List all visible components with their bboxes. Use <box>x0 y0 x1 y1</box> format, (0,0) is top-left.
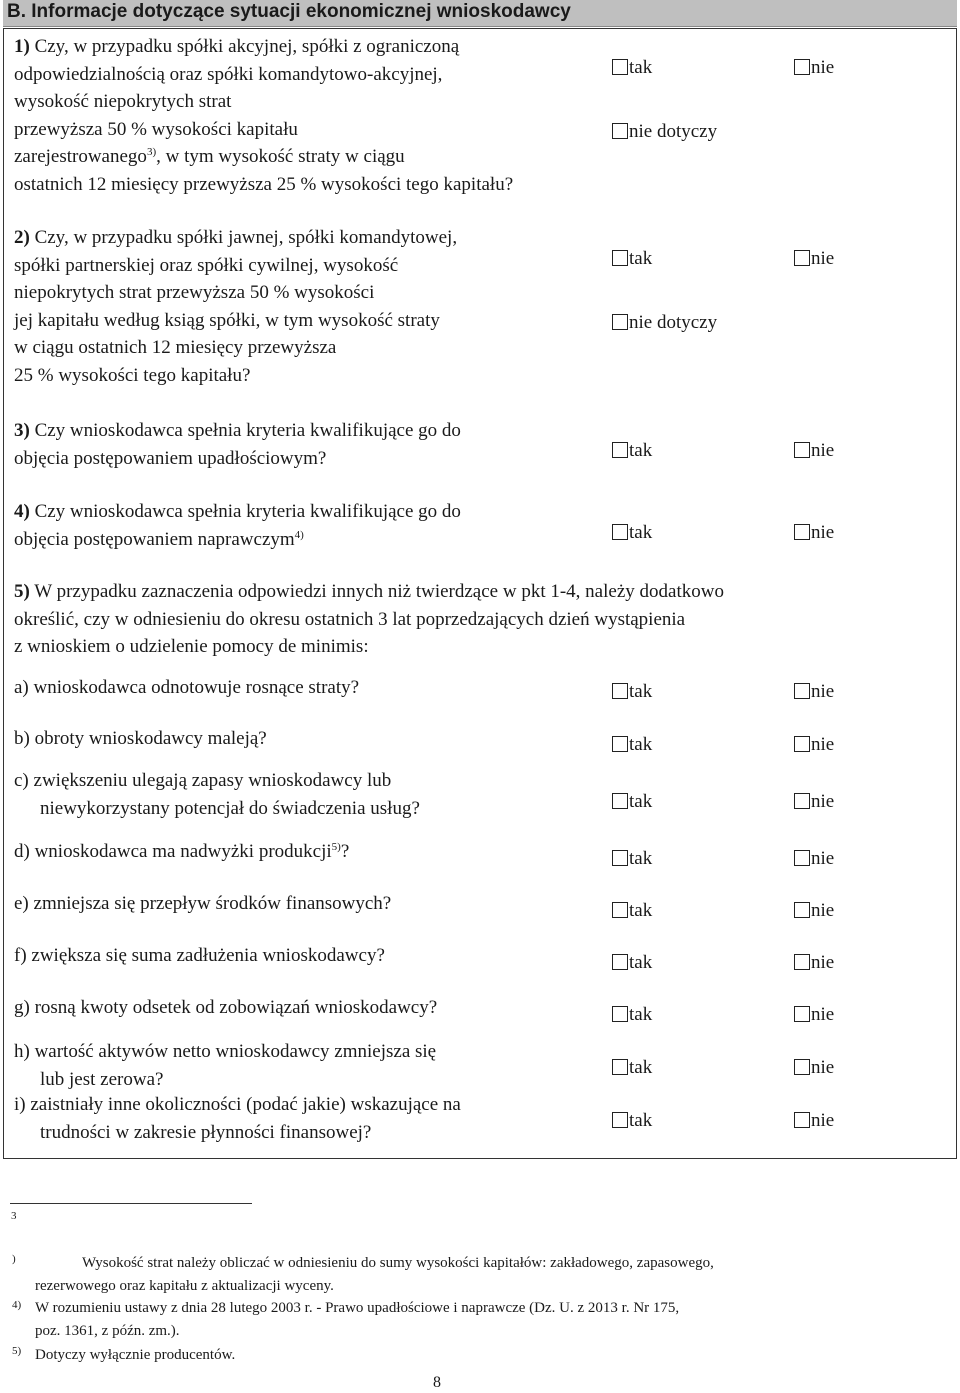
q3-nie-option[interactable]: nie <box>794 440 834 462</box>
footnote-4-mark: 4) <box>12 1299 22 1311</box>
sub-question-c: c) zwiększeniu ulegają zapasy wnioskodawcy lub niewykorzystany potencjał do świadczenia usług? <box>14 770 420 819</box>
q2-nie-dotyczy-checkbox[interactable] <box>612 314 628 330</box>
footnote-3-line-1: Wysokość strat należy obliczać w odniesieniu do sumy wysokości kapitałów: zakładowego, zapasowego, <box>82 1255 714 1271</box>
sub-question-b: b) obroty wnioskodawcy maleją? <box>14 728 267 749</box>
qa-nie-checkbox[interactable] <box>794 683 810 699</box>
qb-nie-checkbox[interactable] <box>794 736 810 752</box>
qf-tak-checkbox[interactable] <box>612 954 628 970</box>
q1-nie-checkbox[interactable] <box>794 59 810 75</box>
qh-nie-checkbox[interactable] <box>794 1059 810 1075</box>
q1-nie-option[interactable]: nie <box>794 57 834 79</box>
section-title: B. Informacje dotyczące sytuacji ekonomicznej wnioskodawcy <box>7 1 571 22</box>
question-4-text: 4) Czy wnioskodawca spełnia kryteria kwalifikujące go do objęcia postępowaniem naprawczym$^{4)}$ <box>14 501 461 550</box>
qe-tak-checkbox[interactable] <box>612 902 628 918</box>
q2-tak-checkbox[interactable] <box>612 250 628 266</box>
q4-tak-checkbox[interactable] <box>612 524 628 540</box>
footnote-3-number: 3 <box>11 1210 17 1222</box>
qd-nie-checkbox[interactable] <box>794 850 810 866</box>
qe-nie-checkbox[interactable] <box>794 902 810 918</box>
question-3-text: 3) Czy wnioskodawca spełnia kryteria kwalifikujące go do objęcia postępowaniem upadłościowym? <box>14 420 461 469</box>
qg-tak-option[interactable]: tak <box>612 1004 652 1026</box>
qb-tak-option[interactable]: tak <box>612 734 652 756</box>
qe-tak-option[interactable]: tak <box>612 900 652 922</box>
q2-nie-dotyczy-option[interactable]: nie dotyczy <box>612 312 717 334</box>
footnote-4-line-1: W rozumieniu ustawy z dnia 28 lutego 2003 r. - Prawo upadłościowe i naprawcze (Dz. U. z 2013 r. Nr 175, <box>35 1300 680 1316</box>
question-2-number: 2) <box>14 227 30 248</box>
qg-nie-option[interactable]: nie <box>794 1004 834 1026</box>
q2-tak-option[interactable]: tak <box>612 248 652 270</box>
qf-tak-option[interactable]: tak <box>612 952 652 974</box>
q1-tak-option[interactable]: tak <box>612 57 652 79</box>
question-1-text: 1) Czy, w przypadku spółki akcyjnej, spółki z ograniczoną odpowiedzialnością oraz spółki komandytowo-akcyjnej, wysokość niepokrytych strat przewyższa 50 % wysokości kapitału zarejestrowanego$^{3)}$, w tym wysokość straty w ciągu ostatnich 12 miesięcy przewyższa 25 % wysokości tego kapitału? <box>14 36 514 195</box>
qa-tak-option[interactable]: tak <box>612 681 652 703</box>
q3-nie-checkbox[interactable] <box>794 442 810 458</box>
qb-nie-option[interactable]: nie <box>794 734 834 756</box>
qd-nie-option[interactable]: nie <box>794 848 834 870</box>
qd-tak-checkbox[interactable] <box>612 850 628 866</box>
page-number: 8 <box>433 1374 441 1391</box>
q4-tak-option[interactable]: tak <box>612 522 652 544</box>
q4-nie-checkbox[interactable] <box>794 524 810 540</box>
q3-tak-checkbox[interactable] <box>612 442 628 458</box>
question-5-number: 5) <box>14 581 30 602</box>
qa-nie-option[interactable]: nie <box>794 681 834 703</box>
qh-nie-option[interactable]: nie <box>794 1057 834 1079</box>
qi-tak-option[interactable]: tak <box>612 1110 652 1132</box>
q2-nie-checkbox[interactable] <box>794 250 810 266</box>
qa-tak-checkbox[interactable] <box>612 683 628 699</box>
qc-nie-option[interactable]: nie <box>794 791 834 813</box>
question-2-text: 2) Czy, w przypadku spółki jawnej, spółki komandytowej, spółki partnerskiej oraz spółki cywilnej, wysokość niepokrytych strat przewyższa 50 % wysokości jej kapitału według ksiąg spółki, w tym wysokość straty w ciągu ostatnich 12 miesięcy przewyższa 25 % wysokości tego kapitału? <box>14 227 458 386</box>
sub-question-e: e) zmniejsza się przepływ środków finansowych? <box>14 893 392 914</box>
qf-nie-checkbox[interactable] <box>794 954 810 970</box>
qi-tak-checkbox[interactable] <box>612 1112 628 1128</box>
qd-tak-option[interactable]: tak <box>612 848 652 870</box>
footnote-4-line-2: poz. 1361, z późn. zm.). <box>35 1323 180 1339</box>
sub-question-h: h) wartość aktywów netto wnioskodawcy zmniejsza się lub jest zerowa? <box>14 1041 437 1090</box>
section-header <box>3 0 957 27</box>
footnote-separator <box>10 1203 252 1204</box>
question-4-number: 4) <box>14 501 30 522</box>
qi-nie-option[interactable]: nie <box>794 1110 834 1132</box>
footnote-ref-3: 3) <box>146 146 157 158</box>
qc-nie-checkbox[interactable] <box>794 793 810 809</box>
qh-tak-option[interactable]: tak <box>612 1057 652 1079</box>
footnote-3-mark: ) <box>12 1253 16 1265</box>
footnote-5-mark: 5) <box>12 1345 22 1357</box>
sub-question-d: d) wnioskodawca ma nadwyżki produkcji$^{5)}$? <box>14 841 350 862</box>
q4-nie-option[interactable]: nie <box>794 522 834 544</box>
sub-question-a: a) wnioskodawca odnotowuje rosnące straty? <box>14 677 360 698</box>
qf-nie-option[interactable]: nie <box>794 952 834 974</box>
q3-tak-option[interactable]: tak <box>612 440 652 462</box>
sub-question-i: i) zaistniały inne okoliczności (podać jakie) wskazujące na trudności w zakresie płynności finansowej? <box>14 1094 461 1143</box>
qe-nie-option[interactable]: nie <box>794 900 834 922</box>
q1-nie-dotyczy-checkbox[interactable] <box>612 123 628 139</box>
qi-nie-checkbox[interactable] <box>794 1112 810 1128</box>
q2-nie-option[interactable]: nie <box>794 248 834 270</box>
qc-tak-option[interactable]: tak <box>612 791 652 813</box>
qc-tak-checkbox[interactable] <box>612 793 628 809</box>
footnote-3-line-2: rezerwowego oraz kapitału z aktualizacji wyceny. <box>35 1278 334 1294</box>
footnote-5-line-1: Dotyczy wyłącznie producentów. <box>35 1347 236 1363</box>
sub-question-f: f) zwiększa się suma zadłużenia wnioskodawcy? <box>14 945 385 966</box>
question-5-text: 5) W przypadku zaznaczenia odpowiedzi innych niż twierdzące w pkt 1-4, należy dodatkowo określić, czy w odniesieniu do okresu ostatnich 3 lat poprzedzających dzień wystąpienia z wnioskiem o udzielenie pomocy de minimis: <box>14 581 724 657</box>
footnote-ref-5: 5) <box>331 841 341 853</box>
q1-nie-dotyczy-option[interactable]: nie dotyczy <box>612 121 717 143</box>
qg-nie-checkbox[interactable] <box>794 1006 810 1022</box>
question-1-number: 1) <box>14 36 30 57</box>
qb-tak-checkbox[interactable] <box>612 736 628 752</box>
qg-tak-checkbox[interactable] <box>612 1006 628 1022</box>
qh-tak-checkbox[interactable] <box>612 1059 628 1075</box>
sub-question-g: g) rosną kwoty odsetek od zobowiązań wnioskodawcy? <box>14 997 438 1018</box>
question-3-number: 3) <box>14 420 30 441</box>
footnote-ref-4: 4) <box>294 528 304 541</box>
q1-tak-checkbox[interactable] <box>612 59 628 75</box>
